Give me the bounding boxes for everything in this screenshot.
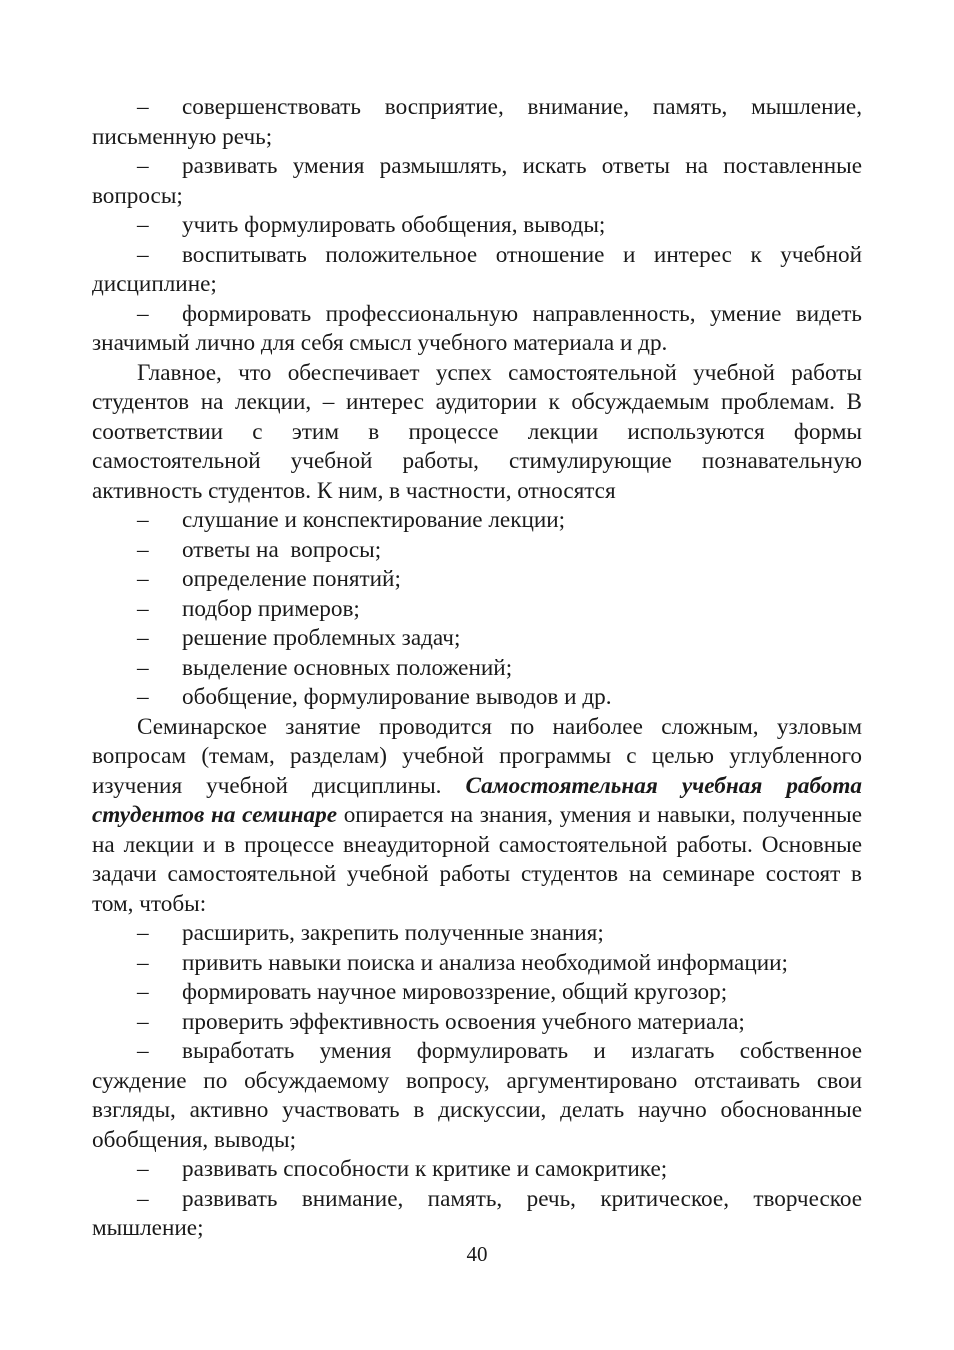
list-item-text: воспитывать положительное отношение и интерес к учебной дисциплине; — [92, 241, 862, 297]
list-item-text: расширить, закрепить полученные знания; — [182, 920, 604, 946]
dash-marker: – — [137, 507, 149, 533]
list-item-text: развивать внимание, память, речь, критическое, творческое мышление; — [92, 1185, 862, 1241]
list-item — [92, 683, 862, 713]
dash-marker: – — [137, 949, 149, 976]
list-item — [92, 93, 862, 152]
list-item-text: формировать профессиональную направленность, умение видеть значимый лично для себя смысл учебного материала и др. — [92, 300, 862, 356]
list-item-text: учить формулировать обобщения, выводы; — [182, 212, 606, 238]
dash-marker: – — [137, 1156, 149, 1182]
list-item — [92, 506, 862, 536]
seminar-text-end: опирается на знания, умения и навыки, полученные на лекции и в процессе внеаудиторной самостоятельной работы. Основные задачи самостоятельной учебной работы студентов на семинаре состоят в том, чтобы: — [92, 802, 863, 917]
list-item — [92, 152, 862, 211]
list-item — [92, 536, 862, 566]
list-item — [92, 949, 862, 979]
list-item-text: обобщение, формулирование выводов и др. — [182, 684, 612, 710]
list-item — [92, 1185, 862, 1244]
list-item — [92, 300, 862, 359]
list-item — [92, 595, 862, 625]
list-item-text: подбор примеров; — [182, 595, 360, 622]
list-item — [92, 565, 862, 595]
dash-marker: – — [137, 1185, 149, 1212]
dash-marker: – — [137, 979, 149, 1005]
list-item — [92, 1037, 862, 1155]
dash-marker: – — [137, 920, 149, 946]
list-item-text: формировать научное мировоззрение, общий кругозор; — [182, 979, 728, 1005]
dash-marker: – — [137, 241, 149, 268]
list-item — [92, 241, 862, 300]
dash-marker: – — [137, 684, 149, 710]
dash-marker: – — [137, 536, 149, 563]
dash-marker: – — [137, 1008, 149, 1035]
list-item — [92, 978, 862, 1008]
dash-marker: – — [137, 153, 149, 179]
dash-marker: – — [137, 566, 149, 592]
seminar-emphasis: Самостоятельная учебная работа студентов на семинаре — [92, 772, 862, 828]
list-item — [92, 919, 862, 949]
dash-marker: – — [137, 212, 149, 238]
list-item-text: определение понятий; — [182, 566, 401, 592]
list-item-text: ответы на вопросы; — [182, 536, 382, 563]
dash-marker: – — [137, 1038, 149, 1064]
paragraph-lecture: Главное, что обеспечивает успех самостоятельной учебной работы студентов на лекции, – интерес аудитории к обсуждаемым проблемам. В соответствии с этим в процессе лекции используются формы самостоятельной учебной работы, стимулирующие познавательную активность студентов. К ним, в частности, относятся — [92, 359, 862, 504]
list-item-text: решение проблемных задач; — [182, 625, 461, 651]
dash-marker: – — [137, 654, 149, 681]
list-item-text: развивать умения размышлять, искать ответы на поставленные вопросы; — [92, 153, 862, 209]
paragraph-seminar — [92, 713, 862, 920]
list-item — [92, 211, 862, 241]
list-item-text: совершенствовать восприятие, внимание, память, мышление, письменную речь; — [92, 94, 862, 150]
list-item-text: привить навыки поиска и анализа необходимой информации; — [182, 949, 788, 976]
seminar-text-start: Семинарское занятие проводится по наиболее сложным, узловым вопросам (темам, разделам) учебной программы с целью углубленного изучения учебной дисциплины. — [92, 713, 862, 799]
dash-marker: – — [137, 300, 149, 327]
page-number: 40 — [466, 1242, 488, 1266]
dash-marker: – — [137, 595, 149, 622]
dash-marker: – — [137, 94, 149, 120]
list-item — [92, 654, 862, 684]
list-item-text: развивать способности к критике и самокритике; — [182, 1156, 668, 1182]
list-item-text: проверить эффективность освоения учебного материала; — [182, 1008, 745, 1035]
list-item — [92, 624, 862, 654]
list-item-text: выработать умения формулировать и излагать собственное суждение по обсуждаемому вопросу, аргументировано отстаивать свои взгляды, активно участвовать в дискуссии, делать научно обоснованные обобщения, выводы; — [92, 1038, 862, 1153]
list-item-text: выделение основных положений; — [182, 654, 513, 681]
dash-marker: – — [137, 625, 149, 651]
list-item-text: слушание и конспектирование лекции; — [182, 507, 566, 533]
page-body — [92, 93, 862, 1244]
list-item — [92, 1155, 862, 1185]
list-item — [92, 1008, 862, 1038]
